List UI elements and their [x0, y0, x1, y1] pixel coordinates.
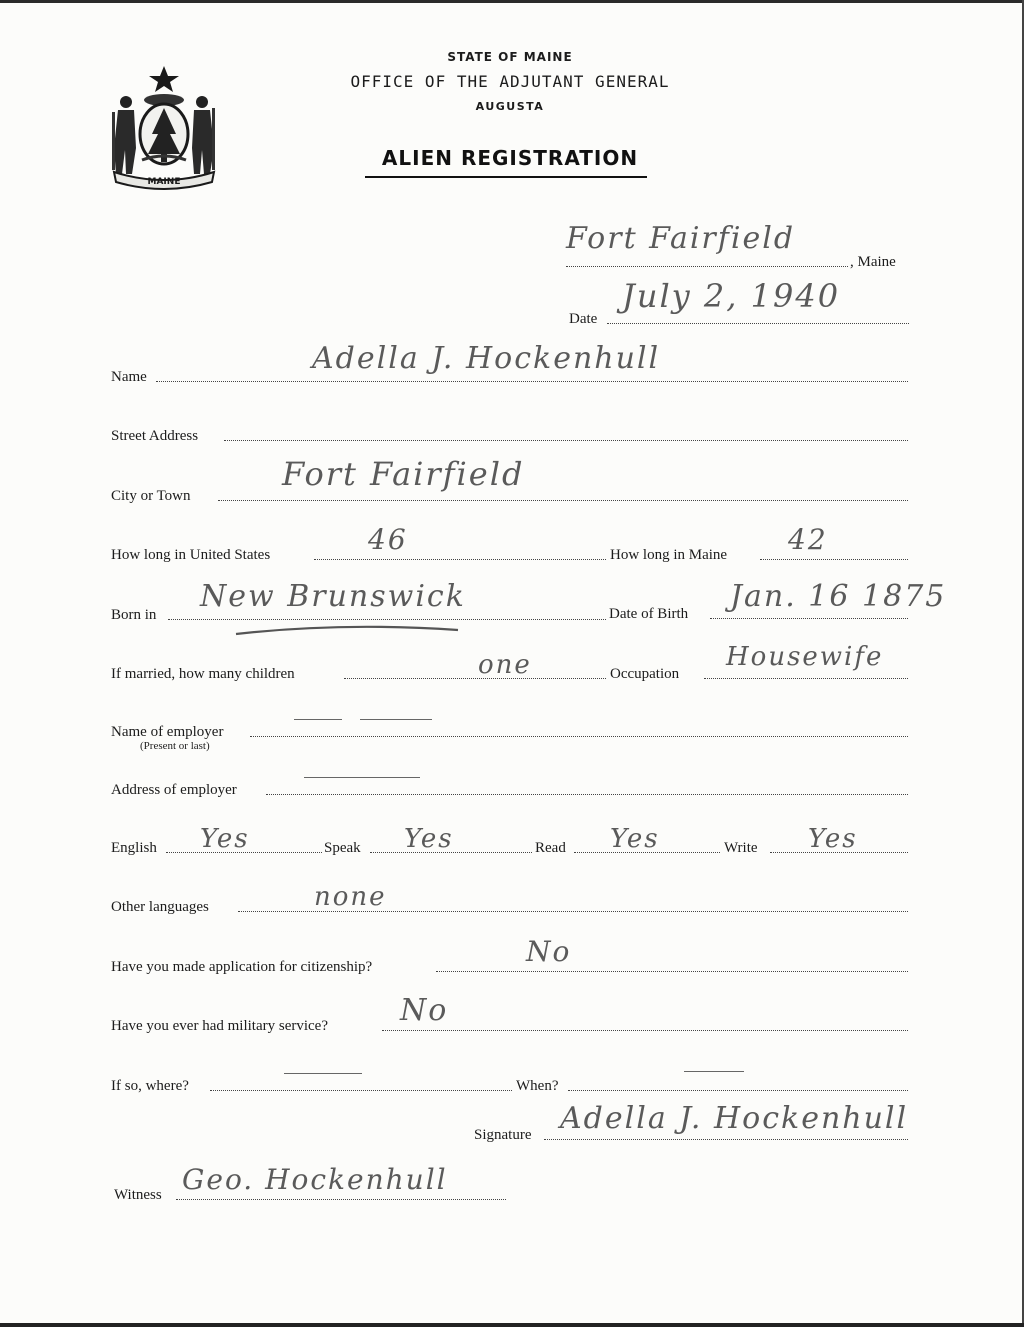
military-value: No	[400, 993, 449, 1028]
dob-line	[710, 618, 908, 619]
born-in-value: New Brunswick	[200, 579, 466, 614]
signature-line	[544, 1139, 908, 1140]
employer-line	[250, 736, 908, 737]
how-long-us-value: 46	[368, 523, 408, 556]
other-languages-value: none	[314, 882, 387, 912]
where-label: If so, where?	[111, 1078, 189, 1094]
dob-label: Date of Birth	[609, 606, 689, 622]
street-line	[224, 440, 908, 441]
how-long-maine-value: 42	[788, 523, 828, 556]
children-value: one	[478, 650, 532, 680]
signature-label: Signature	[474, 1127, 532, 1143]
employer-address-label: Address of employer	[111, 782, 237, 798]
header-office: OFFICE OF THE ADJUTANT GENERAL	[350, 72, 670, 91]
employer-address-dash	[304, 777, 420, 778]
street-label: Street Address	[111, 428, 199, 444]
maine-state-seal-icon	[104, 62, 224, 190]
write-value: Yes	[808, 824, 858, 854]
english-value: Yes	[200, 824, 250, 854]
place-line	[566, 266, 848, 267]
employer-dash	[294, 719, 342, 720]
write-label: Write	[724, 840, 758, 856]
speak-value: Yes	[404, 824, 454, 854]
maine-label: , Maine	[850, 254, 896, 270]
read-value: Yes	[610, 824, 660, 854]
read-label: Read	[535, 840, 566, 856]
english-label: English	[111, 840, 157, 856]
dob-value: Jan. 16 1875	[730, 579, 947, 614]
other-languages-label: Other languages	[111, 899, 209, 915]
employer-address-line	[266, 794, 908, 795]
city-line	[218, 500, 908, 501]
date-value: July 2, 1940	[622, 277, 841, 315]
occupation-line	[704, 678, 908, 679]
where-line	[210, 1090, 512, 1091]
employer-dash-2	[360, 719, 432, 720]
date-line	[607, 323, 909, 324]
when-line	[568, 1090, 908, 1091]
header-state: STATE OF MAINE	[447, 50, 573, 64]
form-title: ALIEN REGISTRATION	[381, 146, 639, 170]
when-label: When?	[516, 1078, 559, 1094]
speak-label: Speak	[324, 840, 361, 856]
header-city: AUGUSTA	[475, 100, 545, 113]
city-value: Fort Fairfield	[282, 455, 525, 493]
date-label: Date	[569, 311, 598, 327]
military-label: Have you ever had military service?	[111, 1018, 328, 1034]
born-in-underline-stroke	[232, 620, 462, 638]
citizenship-value: No	[526, 935, 572, 968]
employer-label: Name of employer	[111, 724, 224, 740]
witness-value: Geo. Hockenhull	[182, 1163, 448, 1196]
how-long-us-label: How long in United States	[111, 547, 271, 563]
witness-line	[176, 1199, 506, 1200]
children-line	[344, 678, 606, 679]
occupation-value: Housewife	[726, 642, 884, 672]
how-long-maine-label: How long in Maine	[610, 547, 728, 563]
employer-sublabel: (Present or last)	[140, 740, 210, 752]
citizenship-label: Have you made application for citizenship?	[111, 959, 373, 975]
citizenship-line	[436, 971, 908, 972]
when-dash	[684, 1071, 744, 1072]
military-line	[382, 1030, 908, 1031]
witness-label: Witness	[114, 1187, 162, 1203]
scan-border-bottom	[0, 1323, 1024, 1327]
city-label: City or Town	[111, 488, 191, 504]
occupation-label: Occupation	[610, 666, 680, 682]
born-in-label: Born in	[111, 607, 157, 623]
scan-border-top	[0, 0, 1024, 3]
where-dash	[284, 1073, 362, 1074]
title-underline	[365, 176, 647, 178]
how-long-maine-line	[760, 559, 908, 560]
how-long-us-line	[314, 559, 606, 560]
seal-banner-text: MAINE	[147, 177, 181, 187]
name-line	[156, 381, 908, 382]
name-label: Name	[111, 369, 147, 385]
children-label: If married, how many children	[111, 666, 295, 682]
place-value: Fort Fairfield	[566, 221, 796, 256]
signature-value: Adella J. Hockenhull	[560, 1101, 909, 1136]
name-value: Adella J. Hockenhull	[312, 341, 661, 376]
